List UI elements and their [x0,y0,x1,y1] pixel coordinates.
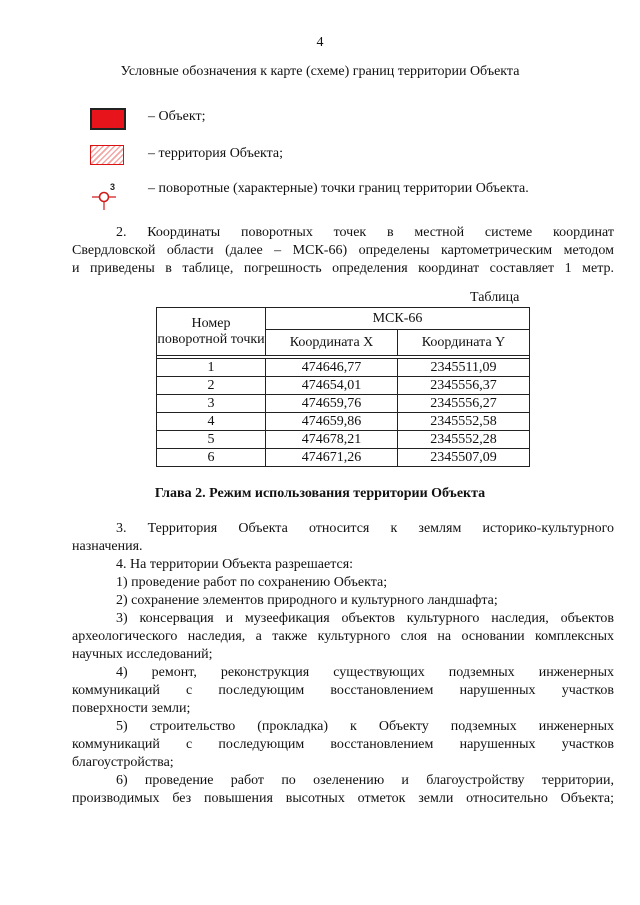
territory-hatch-icon [90,145,124,165]
chapter-title: Глава 2. Режим использования территории Объекта [154,486,486,501]
turning-point-icon [90,180,130,208]
legend-label: – Объект; [148,109,206,124]
body-line: 4. На территории Объекта разрешается: [116,557,354,572]
para2-line-3: и приведены в таблице, погрешность определения координат составляет 1 метр. [72,261,614,276]
cell-coord-x: 474671,26 [266,449,398,467]
cell-coord-x: 474678,21 [266,431,398,449]
cell-point-number: 6 [157,449,266,467]
header-x: Координата X [266,330,398,356]
body-line: археологического наследия, а также культурного слоя на основании комплексных [72,629,614,644]
table-row [157,359,530,377]
page-number: 4 [316,35,324,50]
cell-coord-y: 2345552,58 [398,413,530,431]
marker-number: 3 [110,182,116,192]
cell-coord-y: 2345511,09 [398,359,530,377]
cell-point-number: 5 [157,431,266,449]
header-system: МСК-66 [266,308,530,330]
table-row [157,431,530,449]
body-line: назначения. [72,539,143,554]
cell-coord-y: 2345556,27 [398,395,530,413]
body-line: поверхности земли; [72,701,191,716]
body-line: 6) проведение работ по озеленению и благоустройству территории, [116,773,614,788]
body-line: благоустройства; [72,755,174,770]
body-line: 3. Территория Объекта относится к землям историко-культурного [116,521,614,536]
body-line: коммуникаций с последующим восстановлением нарушенных участков [72,737,614,752]
object-symbol-icon [90,108,126,130]
header-point-number: Номер поворотной точки [157,308,266,356]
cell-point-number: 4 [157,413,266,431]
table-row [157,413,530,431]
cell-point-number: 1 [157,359,266,377]
cell-coord-x: 474654,01 [266,377,398,395]
legend-title: Условные обозначения к карте (схеме) границ территории Объекта [120,64,520,79]
body-line: 5) строительство (прокладка) к Объекту подземных инженерных [116,719,614,734]
table-row [157,377,530,395]
cell-point-number: 2 [157,377,266,395]
body-line: 2) сохранение элементов природного и культурного ландшафта; [116,593,498,608]
table-row [157,395,530,413]
body-line: 1) проведение работ по сохранению Объекта; [116,575,388,590]
cell-coord-y: 2345556,37 [398,377,530,395]
body-line: коммуникаций с последующим восстановлением нарушенных участков [72,683,614,698]
legend-label: – поворотные (характерные) точки границ территории Объекта. [148,181,529,196]
body-line: научных исследований; [72,647,213,662]
table-caption: Таблица [470,290,520,305]
body-line: производимых без повышения высотных отметок земли относительно Объекта; [72,791,614,806]
table-row [157,449,530,467]
cell-coord-x: 474659,76 [266,395,398,413]
cell-point-number: 3 [157,395,266,413]
cell-coord-y: 2345507,09 [398,449,530,467]
body-line: 4) ремонт, реконструкция существующих подземных инженерных [116,665,614,680]
header-y: Координата Y [398,330,530,356]
para2-line-2: Свердловской области (далее – МСК-66) определены картометрическим методом [72,243,614,258]
para2-line-1: 2. Координаты поворотных точек в местной системе координат [116,225,614,240]
cell-coord-y: 2345552,28 [398,431,530,449]
coordinates-table [156,307,530,467]
body-line: 3) консервация и музеефикация объектов культурного наследия, объектов [116,611,614,626]
cell-coord-x: 474659,86 [266,413,398,431]
legend-label: – территория Объекта; [148,146,284,161]
cell-coord-x: 474646,77 [266,359,398,377]
